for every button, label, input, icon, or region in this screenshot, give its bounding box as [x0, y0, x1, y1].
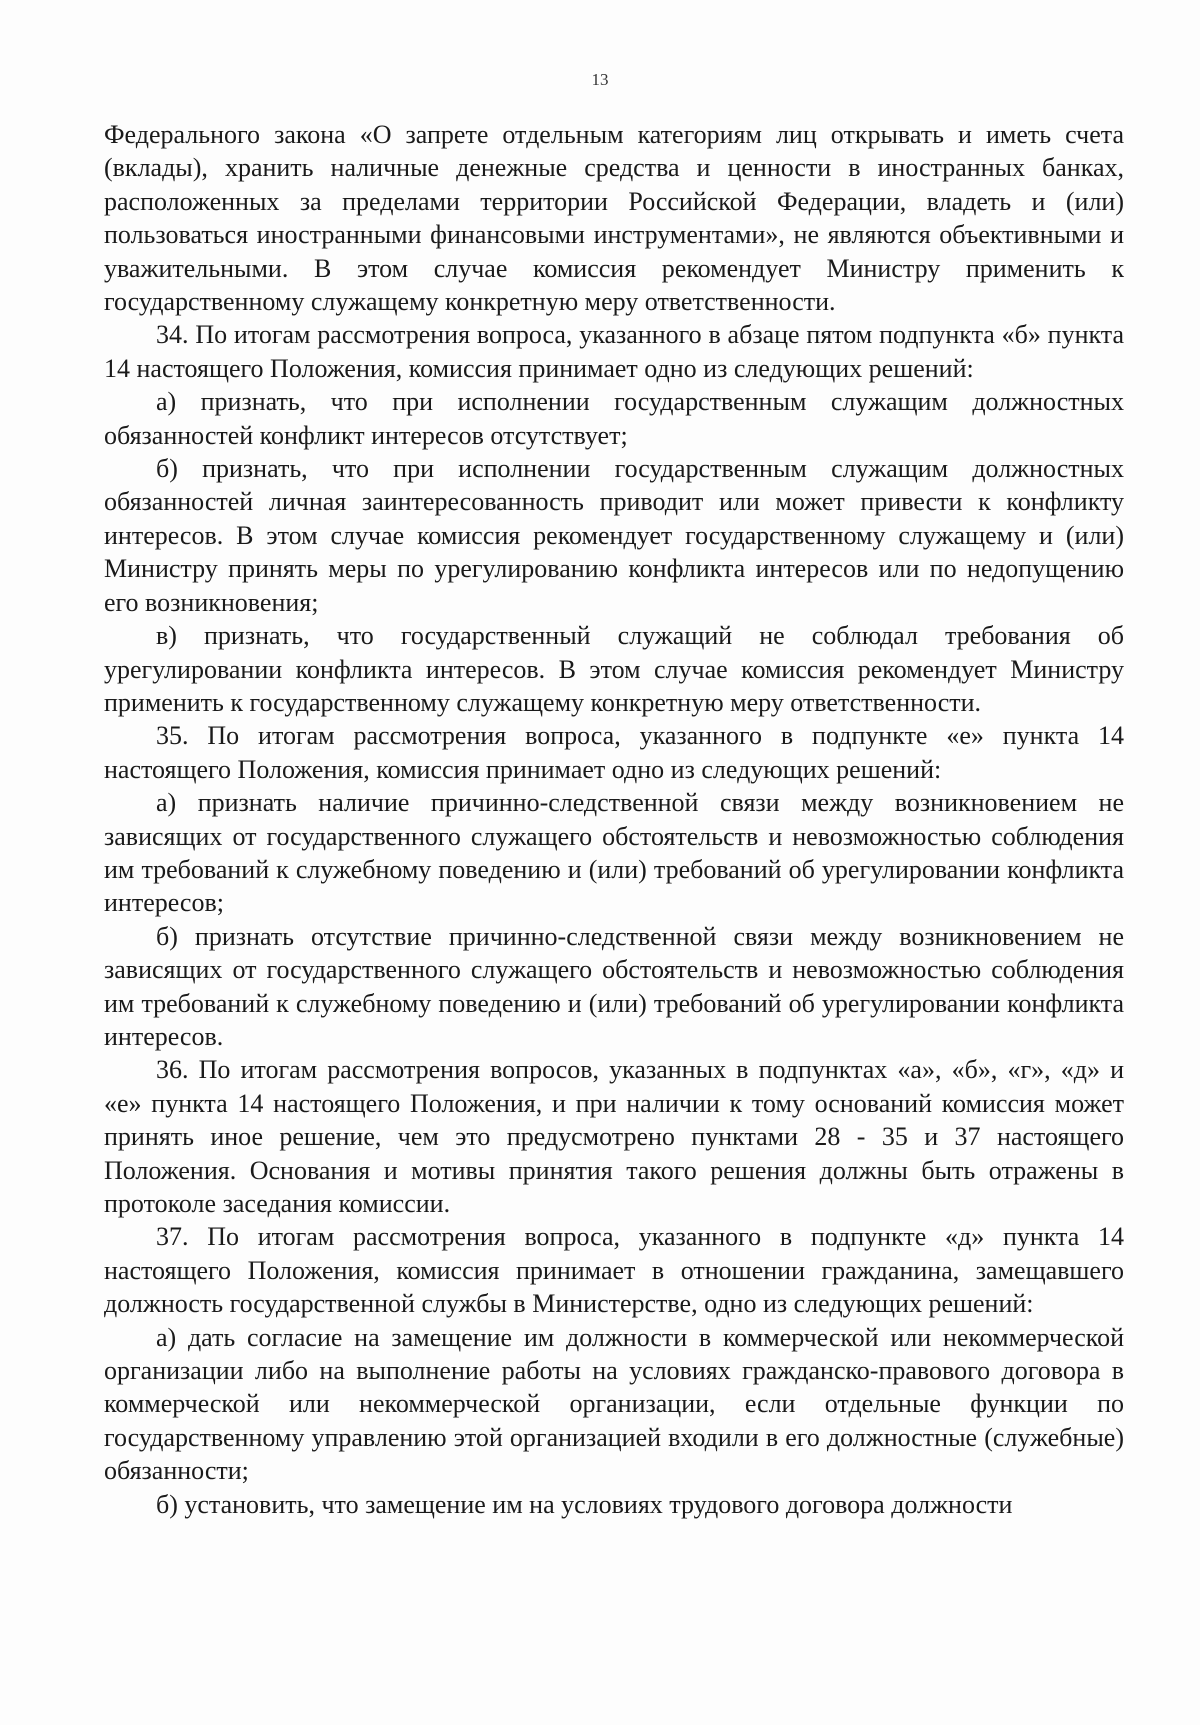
- paragraph-item-34v: в) признать, что государственный служащий не соблюдал требования об урегулировании конфликта интересов. В этом случае комиссия рекомендует Министру применить к государственному служащему конкретную меру ответственности.: [104, 621, 1124, 717]
- paragraph-item-34b: б) признать, что при исполнении государственным служащим должностных обязанностей личная заинтересованность приводит или может привести к конфликту интересов. В этом случае комиссия рекомендует государственному служащему и (или) Министру принять меры по урегулированию конфликта интересов или по недопущению его возникновения;: [104, 454, 1124, 617]
- paragraph-item-37: 37. По итогам рассмотрения вопроса, указанного в подпункте «д» пункта 14 настоящего Положения, комиссия принимает в отношении гражданина, замещавшего должность государственной службы в Министерстве, одно из следующих решений:: [104, 1222, 1124, 1319]
- document-body: [104, 118, 1124, 1521]
- paragraph-item-35b: б) признать отсутствие причинно-следственной связи между возникновением не зависящих от государственного служащего обстоятельств и невозможностью соблюдения им требований к служебному поведению и (или) требований об урегулировании конфликта интересов.: [104, 921, 1124, 1051]
- paragraph-item-35a: а) признать наличие причинно-следственной связи между возникновением не зависящих от государственного служащего обстоятельств и невозможностью соблюдения им требований к служебному поведению и (или) требований об урегулировании конфликта интересов;: [104, 788, 1124, 918]
- paragraph-item-37a: а) дать согласие на замещение им должности в коммерческой или некоммерческой организации либо на выполнение работы на условиях гражданско-правового договора в коммерческой или некоммерческой организации, если отдельные функции по государственному управлению этой организацией входили в его должностные (служебные) обязанности;: [104, 1322, 1124, 1486]
- paragraph-item-35: 35. По итогам рассмотрения вопроса, указанного в подпункте «е» пункта 14 настоящего Положения, комиссия принимает одно из следующих решений:: [104, 721, 1124, 784]
- paragraph-item-37b: б) установить, что замещение им на условиях трудового договора должности: [156, 1489, 1013, 1519]
- paragraph-item-34a: а) признать, что при исполнении государственным служащим должностных обязанностей конфликт интересов отсутствует;: [104, 387, 1124, 450]
- paragraph-continuation: Федерального закона «О запрете отдельным категориям лиц открывать и иметь счета (вклады), хранить наличные денежные средства и ценности в иностранных банках, расположенных за пределами территории Российской Федерации, владеть и (или) пользоваться иностранными финансовыми инструментами», не являются объективными и уважительными. В этом случае комиссия рекомендует Министру применить к государственному служащему конкретную меру ответственности.: [104, 120, 1124, 317]
- paragraph-item-34: 34. По итогам рассмотрения вопроса, указанного в абзаце пятом подпункта «б» пункта 14 настоящего Положения, комиссия принимает одно из следующих решений:: [104, 320, 1124, 383]
- page-number: 13: [591, 70, 609, 89]
- paragraph-item-36: 36. По итогам рассмотрения вопросов, указанных в подпунктах «а», «б», «г», «д» и «е» пункта 14 настоящего Положения, и при наличии к тому оснований комиссия может принять иное решение, чем это предусмотрено пунктами 28 - 35 и 37 настоящего Положения. Основания и мотивы принятия такого решения должны быть отражены в протоколе заседания комиссии.: [104, 1055, 1124, 1218]
